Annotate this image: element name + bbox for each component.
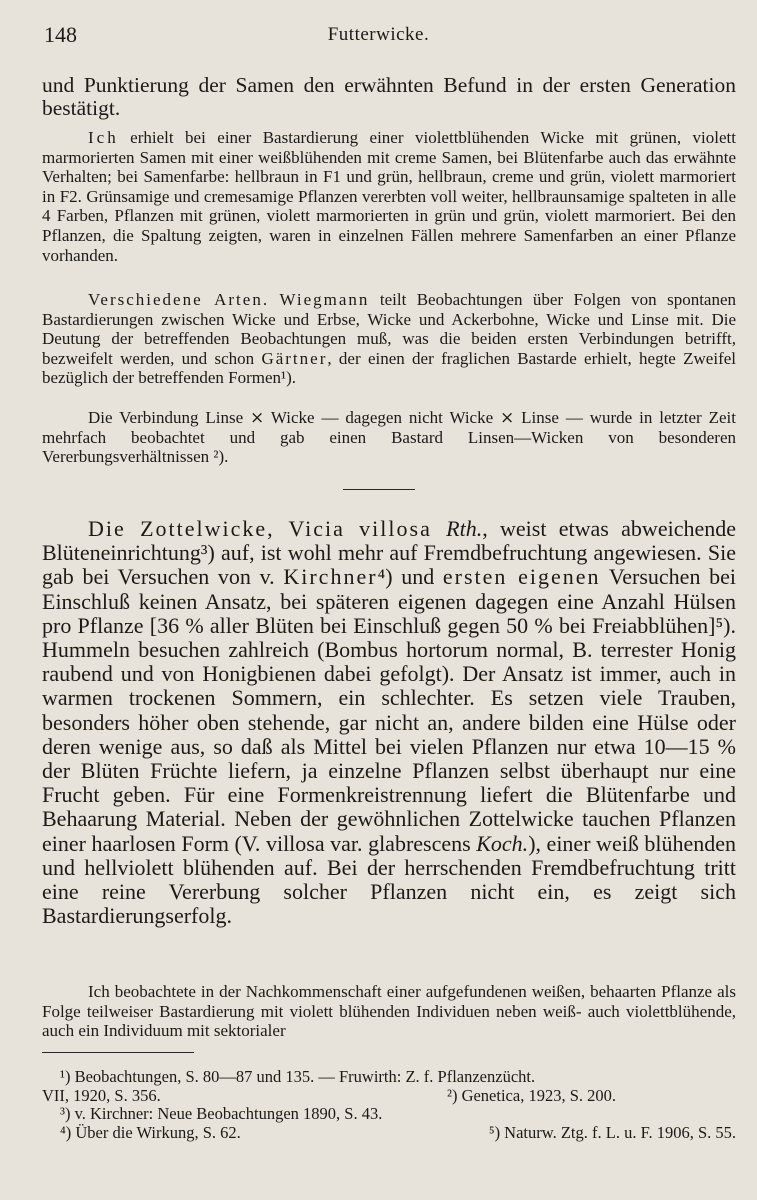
footnote-4: ⁴) Über die Wirkung, S. 62.: [60, 1122, 241, 1142]
section-divider: [343, 489, 415, 490]
paragraph-text: Die Verbindung Linse ⨯ Wicke — dagegen nicht Wicke ⨯ Linse — wurde in letzter Zeit mehrfach beobachtet und gab einen Bastard Linsen—Wicken von besonderen Vererbungsverhältnissen ²).: [42, 408, 736, 467]
footnote-1: ¹) Beobachtungen, S. 80—87 und 135. — Fruwirth: Z. f. Pflanzenzücht.: [60, 1067, 536, 1086]
footnote-1-continued: VII, 1920, S. 356.: [42, 1085, 161, 1105]
footnotes: [42, 1067, 736, 1142]
section-heading: Verschiedene Arten.: [88, 290, 270, 309]
lead-word: Ich: [88, 128, 119, 147]
paragraph-continuation: [42, 74, 736, 120]
footnote-3: ³) v. Kirchner: Neue Beobachtungen 1890, S. 43.: [60, 1104, 383, 1124]
page-header: [40, 22, 717, 52]
paragraph-linse-wicke: [42, 408, 736, 467]
authority: Koch.: [476, 830, 529, 856]
paragraph-text: und Punktierung der Samen den erwähnten Befund in der ersten Generation bestätigt.: [42, 73, 736, 120]
paragraph-bastardierung: [42, 128, 736, 265]
emphasis: ersten eigenen: [442, 564, 601, 590]
author-name: Kirchner: [283, 564, 378, 590]
species-name: Vicia villosa: [274, 516, 447, 541]
running-title: Futterwicke.: [327, 24, 430, 45]
author-name: Gärtner: [261, 348, 328, 368]
paragraph-text: ), einer weiß blühenden und hellviolett blühenden auf. Bei der herrschenden Fremdbefruchtung tritt eine reine Vererbung solcher Pflanzen nicht ein, es zeigt sich Bastardierungserfolg.: [42, 830, 736, 929]
footnote-divider: [42, 1052, 194, 1053]
author-name: Wiegmann: [279, 290, 370, 309]
paragraph-text: Versuchen bei Einschluß keinen Ansatz, bei späteren eigenen dagegen eine Anzahl Hülsen pro Pflanze [36 % aller Blüten bei Einschluß gegen 50 % bei Freiabblühen]⁵). Hummeln besuchen zahlreich (Bombus hortorum normal, B. terrester Honig raubend und von Honigbienen dabei gefolgt). Der Ansatz ist immer, auch in warmen trockenen Sommern, ein schlechter. Es setzen viele Trauben, besonders höher oben stehende, gar nicht an, andere bilden eine Hülse oder deren wenige aus, so daß als Mittel bei vielen Pflanzen nur etwa 10—15 % der Blüten Früchte liefern, ja einzelne Pflanzen selbst überhaupt nur eine Frucht geben. Für eine Formenkreistrennung liefert die Blütenfarbe und Behaarung Material. Neben der gewöhnlichen Zottelwicke tauchen Pflanzen einer haarlosen Form (V. villosa var. glabrescens: [42, 564, 737, 856]
paragraph-text: teilt Beobachtungen über Folgen von spontanen Bastardierungen zwischen Wicke und Erbse, Wicke und Ackerbohne, Wicke und Linse mit. Die Deutung der betreffenden Beobachtungen muß, was die beiden ersten Verbindungen betrifft, bezweifelt werden, und schon: [42, 290, 737, 368]
paragraph-text: Ich beobachtete in der Nachkommenschaft einer aufgefundenen weißen, behaarten Pflanze als Folge teilweiser Bastardierung mit violett blühenden Individuen neben weiß- auch violettblühende, auch ein Individuum mit sektorialer: [42, 982, 736, 1041]
paragraph-zottelwicke: [42, 517, 736, 928]
paragraph-text: ⁴) und: [377, 564, 443, 590]
paragraph-nachkommenschaft: [42, 982, 736, 1041]
paragraph-text: , der einen der fraglichen Bastarde erhielt, hegte Zweifel bezüglich der betreffenden Formen¹).: [42, 348, 737, 388]
paragraph-verschiedene-arten: [42, 290, 736, 388]
plant-name: Die Zottelwicke,: [88, 516, 275, 541]
authority: Rth.: [446, 516, 483, 541]
page-number: 148: [44, 22, 77, 47]
paragraph-text: , weist etwas abweichende Blüteneinrichtung³) auf, ist wohl mehr auf Fremdbefruchtung angewiesen. Sie gab bei Versuchen von v.: [42, 516, 736, 590]
footnote-2: ²) Genetica, 1923, S. 200.: [447, 1085, 616, 1105]
paragraph-text: erhielt bei einer Bastardierung einer violettblühenden Wicke mit grünen, violett marmorierten Samen mit einer weißblühenden mit creme Samen, bei Blütenfarbe auch das erwähnte Verhalten; bei Samenfarbe: hellbraun in F1 und grün, hellbraun, creme und grün, violett marmoriert in F2. Grünsamige und cremesamige Pflanzen vererbten voll weiter, hellbraunsamige spalteten in alle 4 Farben, Pflanzen mit grünen, violett marmorierten in grün und grün, violett marmoriert. Bei den Pflanzen, die Spaltung zeigten, waren in einzelnen Fällen mehrere Samenfarben an einer Pflanze vorhanden.: [42, 128, 736, 265]
footnote-5: ⁵) Naturw. Ztg. f. L. u. F. 1906, S. 55.: [488, 1122, 736, 1142]
